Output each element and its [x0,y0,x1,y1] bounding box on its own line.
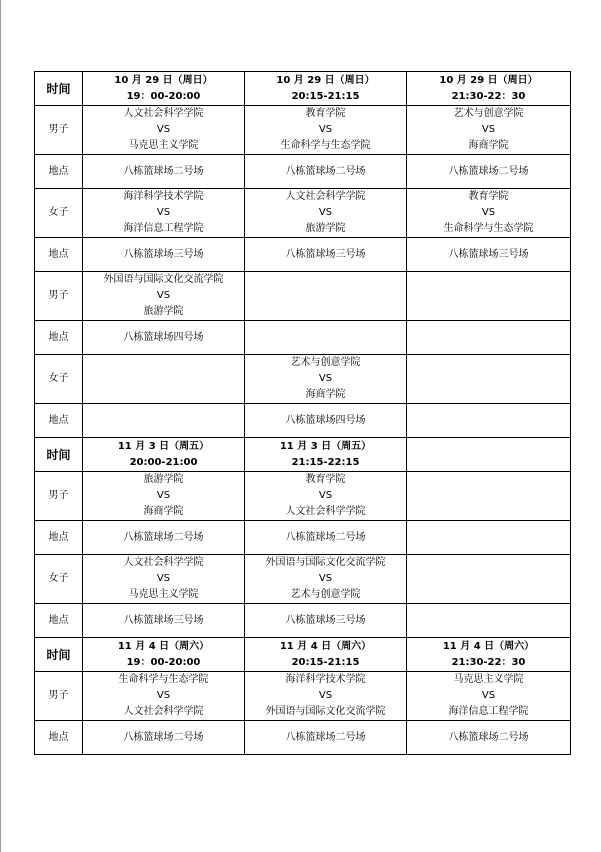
time-label: 时间 [35,638,83,672]
venue-row [35,404,571,438]
match-time: 19：00-20:00 [126,90,201,102]
venue-label: 地点 [35,521,83,555]
date-header-row [35,72,571,106]
venue-cell: 八栋篮球场二号场 [83,155,245,189]
team-b: 海洋信息工程学院 [123,223,204,234]
women-label: 女子 [35,555,83,604]
match-cell [245,189,407,238]
schedule-table [34,71,571,755]
vs-text: VS [481,690,496,701]
date-header-cell [245,72,407,106]
women-match-row [35,189,571,238]
vs-text: VS [156,690,171,701]
venue-cell: 八栋篮球场三号场 [245,238,407,272]
vs-text: VS [481,124,496,135]
time-label: 时间 [35,72,83,106]
venue-cell [407,404,571,438]
match-date: 10 月 29 日（周日） [439,74,538,86]
venue-cell: 八栋篮球场三号场 [407,238,571,272]
venue-cell: 八栋篮球场二号场 [407,721,571,755]
team-a: 外国语与国际文化交流学院 [265,557,386,568]
match-date: 11 月 4 日（周六） [279,640,372,652]
venue-label: 地点 [35,404,83,438]
match-time: 21:30-22：30 [451,656,526,668]
venue-cell: 八栋篮球场二号场 [245,721,407,755]
venue-row [35,238,571,272]
team-a: 海洋科学技术学院 [285,674,366,685]
women-match-row [35,355,571,404]
match-cell [407,189,571,238]
team-a: 外国语与国际文化交流学院 [103,274,224,285]
team-a: 艺术与创意学院 [290,357,361,368]
men-match-row [35,106,571,155]
venue-cell: 八栋篮球场二号场 [83,721,245,755]
venue-label: 地点 [35,321,83,355]
venue-cell: 八栋篮球场四号场 [245,404,407,438]
match-cell [245,106,407,155]
match-date: 11 月 3 日（周五） [279,440,372,452]
match-date: 10 月 29 日（周日） [114,74,213,86]
team-b: 生命科学与生态学院 [443,223,534,234]
team-b: 马克思主义学院 [128,140,199,151]
date-header-cell [245,438,407,472]
team-b: 海商学院 [305,389,346,400]
women-match-row [35,555,571,604]
date-header-row [35,638,571,672]
team-b: 海商学院 [468,140,509,151]
match-time: 19：00-20:00 [126,656,201,668]
match-cell [83,472,245,521]
women-label: 女子 [35,355,83,404]
vs-text: VS [156,573,171,584]
venue-cell: 八栋篮球场四号场 [83,321,245,355]
venue-cell [83,404,245,438]
venue-row [35,321,571,355]
match-cell [245,272,407,321]
match-cell [407,672,571,721]
date-header-row [35,438,571,472]
match-time: 21:15-22:15 [291,456,360,468]
vs-text: VS [318,207,333,218]
match-cell [83,189,245,238]
team-b: 艺术与创意学院 [290,589,361,600]
venue-cell: 八栋篮球场二号场 [407,155,571,189]
match-cell [245,672,407,721]
venue-row [35,521,571,555]
team-a: 艺术与创意学院 [453,108,524,119]
men-match-row [35,672,571,721]
match-cell [83,272,245,321]
vs-text: VS [318,573,333,584]
men-label: 男子 [35,106,83,155]
team-b: 海洋信息工程学院 [448,706,529,717]
venue-cell: 八栋篮球场二号场 [83,521,245,555]
team-b: 人文社会科学学院 [123,706,204,717]
team-a: 人文社会科学学院 [123,108,204,119]
team-a: 旅游学院 [143,474,184,485]
team-b: 海商学院 [143,506,184,517]
vs-text: VS [156,290,171,301]
match-cell [407,355,571,404]
match-date: 11 月 3 日（周五） [117,440,210,452]
team-b: 马克思主义学院 [128,589,199,600]
venue-cell: 八栋篮球场二号场 [245,155,407,189]
venue-cell: 八栋篮球场二号场 [245,521,407,555]
men-match-row [35,272,571,321]
team-a: 人文社会科学学院 [285,191,366,202]
date-header-cell [83,72,245,106]
venue-cell: 八栋篮球场三号场 [83,238,245,272]
vs-text: VS [318,690,333,701]
match-time: 20:15-21:15 [291,656,360,668]
venue-cell [245,321,407,355]
venue-cell [407,321,571,355]
venue-label: 地点 [35,604,83,638]
match-date: 10 月 29 日（周日） [276,74,375,86]
venue-row [35,155,571,189]
date-header-cell [407,72,571,106]
team-a: 教育学院 [305,474,346,485]
vs-text: VS [156,207,171,218]
vs-text: VS [318,490,333,501]
team-b: 旅游学院 [143,306,184,317]
date-header-cell [245,638,407,672]
date-header-cell [83,438,245,472]
men-match-row [35,472,571,521]
venue-cell: 八栋篮球场三号场 [83,604,245,638]
match-cell [245,355,407,404]
match-time: 21:30-22：30 [451,90,526,102]
match-time: 20:15-21:15 [291,90,360,102]
match-cell [83,672,245,721]
venue-row [35,604,571,638]
team-a: 马克思主义学院 [453,674,524,685]
team-a: 教育学院 [468,191,509,202]
date-header-cell [407,438,571,472]
match-cell [83,106,245,155]
team-b: 外国语与国际文化交流学院 [265,706,386,717]
team-a: 教育学院 [305,108,346,119]
vs-text: VS [156,124,171,135]
match-date: 11 月 4 日（周六） [442,640,535,652]
date-header-cell [407,638,571,672]
men-label: 男子 [35,472,83,521]
team-a: 人文社会科学学院 [123,557,204,568]
match-cell [83,555,245,604]
team-a: 生命科学与生态学院 [118,674,209,685]
match-cell [245,472,407,521]
match-cell [407,555,571,604]
vs-text: VS [318,373,333,384]
venue-label: 地点 [35,155,83,189]
men-label: 男子 [35,272,83,321]
team-b: 旅游学院 [305,223,346,234]
match-cell [407,472,571,521]
venue-row [35,721,571,755]
women-label: 女子 [35,189,83,238]
vs-text: VS [481,207,496,218]
date-header-cell [83,638,245,672]
match-cell [245,555,407,604]
vs-text: VS [318,124,333,135]
men-label: 男子 [35,672,83,721]
team-b: 人文社会科学学院 [285,506,366,517]
venue-label: 地点 [35,721,83,755]
team-b: 生命科学与生态学院 [280,140,371,151]
match-date: 11 月 4 日（周六） [117,640,210,652]
venue-label: 地点 [35,238,83,272]
vs-text: VS [156,490,171,501]
schedule-body [35,72,571,755]
match-time: 20:00-21:00 [129,456,198,468]
venue-cell: 八栋篮球场三号场 [245,604,407,638]
time-label: 时间 [35,438,83,472]
team-a: 海洋科学技术学院 [123,191,204,202]
match-cell [407,106,571,155]
match-cell [407,272,571,321]
match-cell [83,355,245,404]
venue-cell [407,521,571,555]
venue-cell [407,604,571,638]
